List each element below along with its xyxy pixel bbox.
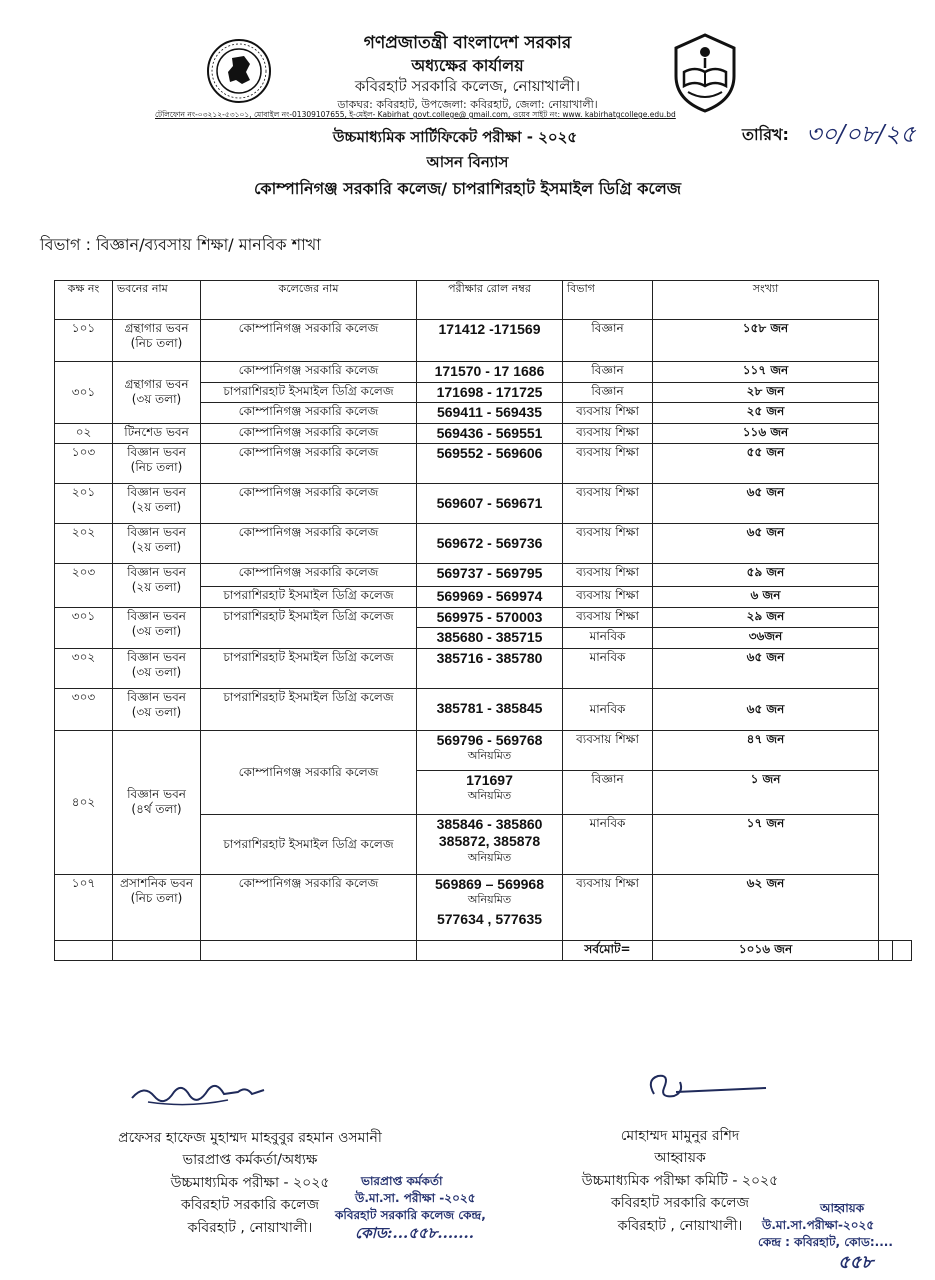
blank-cell — [879, 524, 893, 564]
room-number: ৪০২ — [55, 730, 113, 874]
left-signatory-exam: উচ্চমাধ্যমিক পরীক্ষা - ২০২৫ — [170, 1174, 330, 1191]
left-stamp-line: ভারপ্রাপ্ত কর্মকর্তা — [361, 1174, 443, 1188]
blank-cell — [879, 648, 893, 688]
blank-cell — [893, 362, 912, 383]
irregular-note: অনিয়মিত — [467, 749, 512, 762]
college-name-cell: কোম্পানিগঞ্জ সরকারি কলেজ — [201, 320, 417, 362]
table-row — [55, 484, 912, 524]
irregular-note: অনিয়মিত — [467, 893, 512, 906]
room-number: ৩০২ — [55, 648, 113, 688]
count-cell: ১ জন — [653, 770, 879, 814]
left-stamp-line: কবিরহাট সরকারি কলেজ কেন্দ্র, — [335, 1207, 486, 1222]
blank-cell — [879, 320, 893, 362]
blank-cell — [113, 940, 201, 960]
room-number: ২০১ — [55, 484, 113, 524]
roll-range: 171698 - 171725 — [417, 382, 563, 403]
header-building: ভবনের নাম — [113, 281, 201, 320]
college-name: কবিরহাট সরকারি কলেজ, নোয়াখালী। — [354, 77, 581, 95]
table-row — [55, 362, 912, 383]
address-line: ডাকঘর: কবিরহাট, উপজেলা: কবিরহাট, জেলা: নোয়াখালী। — [337, 98, 598, 111]
department-cell: ব্যবসায় শিক্ষা — [563, 444, 653, 484]
roll-range: 569436 - 569551 — [417, 423, 563, 444]
roll-range — [417, 730, 563, 770]
blank-cell — [55, 940, 113, 960]
table-row — [55, 564, 912, 587]
irregular-note: অনিয়মিত — [467, 850, 512, 864]
blank-cell — [893, 444, 912, 484]
blank-cell — [893, 484, 912, 524]
building-name: বিজ্ঞান ভবন (৩য় তলা) — [113, 648, 201, 688]
room-number: ৩০১ — [55, 362, 113, 424]
header-blank-2 — [893, 281, 912, 320]
department-cell: বিজ্ঞান — [563, 320, 653, 362]
seat-plan-table — [54, 280, 912, 961]
total-value: ১০১৬ জন — [653, 940, 879, 960]
date-value: ৩০/০৮/২৫ — [806, 120, 916, 148]
college-name-cell: চাপরাশিরহাট ইসমাইল ডিগ্রি কলেজ — [201, 814, 417, 874]
total-label: সর্বমোট= — [563, 940, 653, 960]
blank-cell — [893, 814, 912, 874]
roll-range: 569552 - 569606 — [417, 444, 563, 484]
blank-cell — [893, 607, 912, 628]
college-name-cell: কোম্পানিগঞ্জ সরকারি কলেজ — [201, 444, 417, 484]
blank-cell — [893, 730, 912, 770]
roll-range: 569411 - 569435 — [417, 403, 563, 424]
blank-cell — [879, 403, 893, 424]
blank-cell — [879, 814, 893, 874]
roll-range: 385680 - 385715 — [417, 628, 563, 649]
table-row — [55, 688, 912, 730]
blank-cell — [893, 320, 912, 362]
department-cell: ব্যবসায় শিক্ষা — [563, 607, 653, 628]
table-row — [55, 648, 912, 688]
blank-cell — [879, 628, 893, 649]
roll-range: 385781 - 385845 — [417, 688, 563, 730]
count-cell: ১১৭ জন — [653, 362, 879, 383]
room-number: ১০৩ — [55, 444, 113, 484]
college-name-cell: কোম্পানিগঞ্জ সরকারি কলেজ — [201, 423, 417, 444]
right-stamp-line: উ.মা.সা.পরীক্ষা-২০২৫ — [762, 1217, 875, 1232]
blank-cell — [879, 423, 893, 444]
roll-range: 569975 - 570003 — [417, 607, 563, 628]
building-name: গ্রন্থাগার ভবন (৩য় তলা) — [113, 362, 201, 424]
left-signatory-title: ভারপ্রাপ্ত কর্মকর্তা/অধ্যক্ষ — [182, 1152, 318, 1169]
table-row — [55, 320, 912, 362]
right-stamp-line: কেন্দ্র : কবিরহাট, কোড:.... — [758, 1234, 893, 1249]
blank-cell — [893, 648, 912, 688]
count-cell: ২৫ জন — [653, 403, 879, 424]
table-row — [55, 423, 912, 444]
left-signature-image — [128, 1072, 268, 1112]
blank-cell — [879, 940, 893, 960]
building-name: টিনশেড ভবন — [113, 423, 201, 444]
roll-range-text: 385872, 385878 — [438, 833, 541, 849]
department-cell: বিজ্ঞান — [563, 382, 653, 403]
building-name: বিজ্ঞান ভবন (২য় তলা) — [113, 524, 201, 564]
building-name: বিজ্ঞান ভবন (৩য় তলা) — [113, 688, 201, 730]
table-row — [55, 874, 912, 940]
blank-cell — [893, 524, 912, 564]
room-number: ১০৭ — [55, 874, 113, 940]
right-official-stamp — [758, 1200, 928, 1276]
count-cell: ৪৭ জন — [653, 730, 879, 770]
college-name-cell: কোম্পানিগঞ্জ সরকারি কলেজ — [201, 564, 417, 587]
roll-range — [417, 814, 563, 874]
seat-plan-title: আসন বিন্যাস — [426, 153, 509, 171]
count-cell: ৬ জন — [653, 587, 879, 608]
blank-cell — [893, 874, 912, 940]
contact-line: টেলিফোন নং-০৩২১২-৫৩১০১, মোবাইল নং-01309107655, ই-মেইল- Kabirhat_govt.college@ gmail.com, ওয়েব সাইট নং: www. kabirhatgcollege.edu.bd — [155, 110, 676, 119]
department-cell: ব্যবসায় শিক্ষা — [563, 423, 653, 444]
department-cell: ব্যবসায় শিক্ষা — [563, 564, 653, 587]
roll-range: 171412 -171569 — [417, 320, 563, 362]
department-line: বিভাগ : বিজ্ঞান/ব্যবসায় শিক্ষা/ মানবিক শাখা — [40, 235, 321, 254]
count-cell: ১৭ জন — [653, 814, 879, 874]
college-name-cell: কোম্পানিগঞ্জ সরকারি কলেজ — [201, 730, 417, 814]
count-cell: ৬৫ জন — [653, 648, 879, 688]
department-cell: ব্যবসায় শিক্ষা — [563, 524, 653, 564]
left-signatory-college: কবিরহাট সরকারি কলেজ — [180, 1197, 320, 1214]
department-cell: মানবিক — [563, 628, 653, 649]
header-college: কলেজের নাম — [201, 281, 417, 320]
department-cell: ব্যবসায় শিক্ষা — [563, 587, 653, 608]
blank-cell — [417, 940, 563, 960]
blank-cell — [879, 382, 893, 403]
roll-range-text: 569869 – 569968 — [435, 875, 544, 892]
blank-cell — [879, 484, 893, 524]
room-number: ৩০১ — [55, 607, 113, 648]
college-name-cell: চাপরাশিরহাট ইসমাইল ডিগ্রি কলেজ — [201, 607, 417, 648]
table-row — [55, 607, 912, 628]
room-number: ২০৩ — [55, 564, 113, 608]
count-cell: ৬৫ জন — [653, 524, 879, 564]
left-official-stamp — [335, 1173, 535, 1244]
left-signatory-place: কবিরহাট , নোয়াখালী। — [187, 1219, 313, 1236]
blank-cell — [893, 382, 912, 403]
roll-range — [417, 874, 563, 940]
blank-cell — [879, 607, 893, 628]
blank-cell — [879, 688, 893, 730]
room-number: ১০১ — [55, 320, 113, 362]
college-name-cell: চাপরাশিরহাট ইসমাইল ডিগ্রি কলেজ — [201, 382, 417, 403]
date-label: তারিখ: — [742, 125, 789, 144]
college-name-cell: কোম্পানিগঞ্জ সরকারি কলেজ — [201, 403, 417, 424]
roll-range: 569969 - 569974 — [417, 587, 563, 608]
blank-cell — [893, 423, 912, 444]
right-signatory-place: কবিরহাট , নোয়াখালী। — [617, 1217, 743, 1234]
right-stamp-line: আহ্বায়ক — [820, 1201, 865, 1215]
table-row — [55, 444, 912, 484]
count-cell: ২৯ জন — [653, 607, 879, 628]
count-cell: ১১৬ জন — [653, 423, 879, 444]
blank-cell — [879, 874, 893, 940]
irregular-note: অনিয়মিত — [467, 789, 512, 802]
room-number: ০২ — [55, 423, 113, 444]
count-cell: ৬২ জন — [653, 874, 879, 940]
blank-cell — [893, 403, 912, 424]
college-name-cell: চাপরাশিরহাট ইসমাইল ডিগ্রি কলেজ — [201, 688, 417, 730]
blank-cell — [893, 564, 912, 587]
roll-range-text: 577634 , 577635 — [436, 910, 543, 927]
department-cell: ব্যবসায় শিক্ষা — [563, 403, 653, 424]
blank-cell — [879, 770, 893, 814]
center-title: কোম্পানিগঞ্জ সরকারি কলেজ/ চাপরাশিরহাট ইসমাইল ডিগ্রি কলেজ — [253, 179, 682, 198]
roll-range-text: 171697 — [466, 771, 513, 788]
header-count: সংখ্যা — [653, 281, 879, 320]
blank-cell — [893, 688, 912, 730]
blank-cell — [879, 444, 893, 484]
table-row — [55, 524, 912, 564]
department-cell: মানবিক — [563, 688, 653, 730]
count-cell: ৬৫ জন — [653, 484, 879, 524]
left-stamp-line: কোড:...৫৫৮....... — [355, 1224, 474, 1243]
department-cell: ব্যবসায় শিক্ষা — [563, 874, 653, 940]
blank-cell — [879, 587, 893, 608]
roll-range: 569607 - 569671 — [417, 484, 563, 524]
building-name: গ্রন্থাগার ভবন (নিচ তলা) — [113, 320, 201, 362]
left-stamp-line: উ.মা.সা. পরীক্ষা -২০২৫ — [355, 1190, 476, 1205]
count-cell: ১৫৮ জন — [653, 320, 879, 362]
govt-title: গণপ্রজাতন্ত্রী বাংলাদেশ সরকার — [363, 33, 572, 53]
exam-title: উচ্চমাধ্যমিক সার্টিফিকেট পরীক্ষা - ২০২৫ — [332, 128, 578, 146]
right-stamp-line: ৫৫৮ — [838, 1252, 874, 1274]
college-name-cell: কোম্পানিগঞ্জ সরকারি কলেজ — [201, 484, 417, 524]
right-signatory-title: আহ্বায়ক — [654, 1150, 706, 1167]
department-cell: ব্যবসায় শিক্ষা — [563, 484, 653, 524]
blank-cell — [893, 940, 912, 960]
college-name-cell: কোম্পানিগঞ্জ সরকারি কলেজ — [201, 524, 417, 564]
department-cell: মানবিক — [563, 648, 653, 688]
header-blank-1 — [879, 281, 893, 320]
table-total-row — [55, 940, 912, 960]
building-name: বিজ্ঞান ভবন (২য় তলা) — [113, 564, 201, 608]
room-number: ২০২ — [55, 524, 113, 564]
roll-range: 569672 - 569736 — [417, 524, 563, 564]
count-cell: ৩৬জন — [653, 628, 879, 649]
blank-cell — [893, 628, 912, 649]
header-roll: পরীক্ষার রোল নম্বর — [417, 281, 563, 320]
blank-cell — [879, 564, 893, 587]
office-title: অধ্যক্ষের কার্যালয় — [411, 56, 524, 75]
blank-cell — [893, 770, 912, 814]
left-signatory-name: প্রফেসর হাফেজ মুহাম্মদ মাহবুবুর রহমান ওসমানী — [118, 1130, 382, 1146]
count-cell: ৫৫ জন — [653, 444, 879, 484]
table-row — [55, 730, 912, 770]
department-cell: ব্যবসায় শিক্ষা — [563, 730, 653, 770]
department-cell: মানবিক — [563, 814, 653, 874]
right-signatory-college: কবিরহাট সরকারি কলেজ — [610, 1195, 750, 1212]
header-room: কক্ষ নং — [55, 281, 113, 320]
blank-cell — [879, 730, 893, 770]
roll-range: 171570 - 17 1686 — [417, 362, 563, 383]
roll-range-text: 385846 - 385860 — [436, 815, 543, 832]
college-name-cell: চাপরাশিরহাট ইসমাইল ডিগ্রি কলেজ — [201, 648, 417, 688]
count-cell: ৫৯ জন — [653, 564, 879, 587]
blank-cell — [893, 587, 912, 608]
blank-cell — [879, 362, 893, 383]
table-header-row — [55, 281, 912, 320]
roll-range — [417, 770, 563, 814]
building-name: প্রসাশনিক ভবন (নিচ তলা) — [113, 874, 201, 940]
count-cell: ৬৫ জন — [653, 688, 879, 730]
department-cell: বিজ্ঞান — [563, 770, 653, 814]
building-name: বিজ্ঞান ভবন (২য় তলা) — [113, 484, 201, 524]
college-name-cell: কোম্পানিগঞ্জ সরকারি কলেজ — [201, 874, 417, 940]
right-signatory-name: মোহাম্মদ মামুনুর রশিদ — [620, 1128, 740, 1144]
room-number: ৩০৩ — [55, 688, 113, 730]
college-name-cell: চাপরাশিরহাট ইসমাইল ডিগ্রি কলেজ — [201, 587, 417, 608]
building-name: বিজ্ঞান ভবন (৩য় তলা) — [113, 607, 201, 648]
count-cell: ২৮ জন — [653, 382, 879, 403]
roll-range: 569737 - 569795 — [417, 564, 563, 587]
roll-range: 385716 - 385780 — [417, 648, 563, 688]
roll-range-text: 569796 - 569768 — [436, 731, 543, 748]
right-signatory-committee: উচ্চমাধ্যমিক পরীক্ষা কমিটি - ২০২৫ — [581, 1172, 779, 1189]
building-name: বিজ্ঞান ভবন (নিচ তলা) — [113, 444, 201, 484]
college-name-cell: কোম্পানিগঞ্জ সরকারি কলেজ — [201, 362, 417, 383]
department-cell: বিজ্ঞান — [563, 362, 653, 383]
building-name: বিজ্ঞান ভবন (৪র্থ তলা) — [113, 730, 201, 874]
right-signature-image — [640, 1066, 770, 1110]
header-department: বিভাগ — [563, 281, 653, 320]
blank-cell — [201, 940, 417, 960]
